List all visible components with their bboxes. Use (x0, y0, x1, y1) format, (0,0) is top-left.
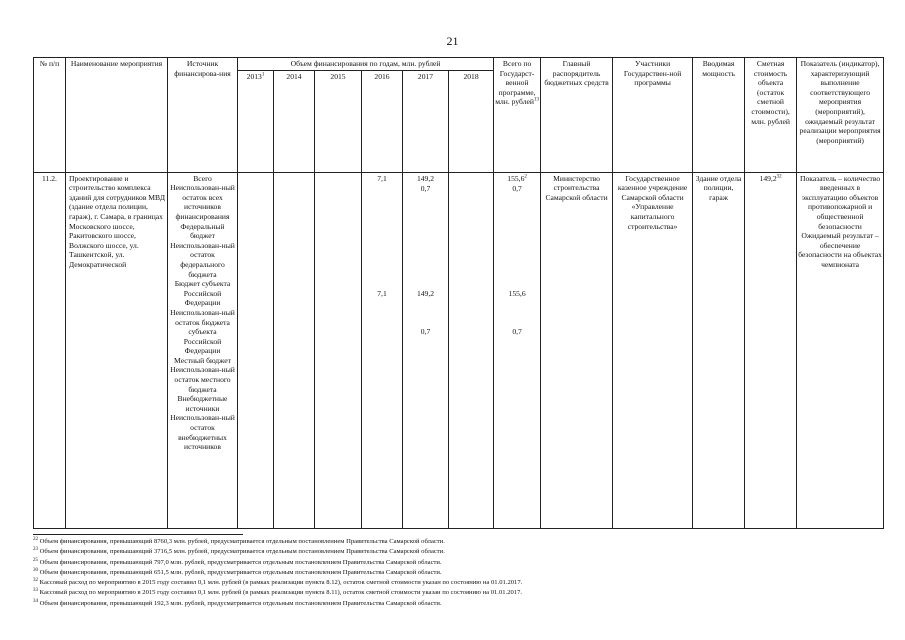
table-row (34, 172, 884, 528)
value-2017-regional: 149,2 (416, 288, 435, 298)
value-total-unused-all: 0,7 (512, 183, 522, 193)
source-item: Неиспользован-ный остаток местного бюджета (170, 365, 235, 394)
value-2017-unused-all: 0,7 (420, 183, 431, 193)
footnotes (33, 534, 883, 609)
source-item: Неиспользован-ный остаток всех источников финансирования (170, 183, 235, 221)
footnote: $^{32}$ Кассовый расход по мероприятию в 2015 году составил 0,1 млн. рублей (в рамках реализации пункта 8.12), остаток сметной стоимости указан по состоянию на 01.01.2017. (33, 578, 523, 587)
row-sources (168, 172, 238, 528)
value-total-all: 155,6$^2$ (507, 173, 527, 183)
header-name: Наименование мероприятия (66, 58, 168, 173)
footnote: $^{34}$ Объем финансирования, превышающий 192,3 млн. рублей, предусматривается отдельным постановлением Правительства Самарской области. (33, 598, 442, 607)
row-indicator: Показатель – количество введенных в эксплуатацию объектов противопожарной и общественной безопасности Ожидаемый результат – обеспечение безопасности на объектах чемпионата (797, 172, 884, 528)
header-year-2014: 2014 (274, 70, 315, 172)
header-year-2018: 2018 (449, 70, 494, 172)
source-item: Всего (193, 173, 212, 183)
footnote: $^{30}$ Объем финансирования, превышающий 651,5 млн. рублей, предусматривается отдельным постановлением Правительства Самарской области. (33, 567, 442, 576)
source-item: Внебюджетные источники (177, 394, 228, 413)
header-source: Источник финансирова-ния (168, 58, 238, 173)
source-item: Неиспользован-ный остаток бюджета субъекта Российской Федерации (170, 307, 235, 356)
row-2013 (238, 172, 274, 528)
header-participants: Участники Государствен-ной программы (613, 58, 693, 173)
value-2017-total: 149,2 (416, 173, 435, 183)
footnote-divider (33, 534, 243, 535)
footnote: $^{23}$ Объем финансирования, превышающий 3716,5 млн. рублей, предусматривается отдельным постановлением Правительства Самарской области. (33, 547, 445, 556)
row-estimated-cost: 149,2$^{32}$ (745, 172, 797, 528)
header-total: Всего по Государст-венной программе, млн. рублей$^{13}$ (494, 58, 541, 173)
row-num: 11.2. (34, 172, 66, 528)
row-participants: Государственное казенное учреждение Самарской области «Управление капитального строительства» (613, 172, 693, 528)
footnote: $^{25}$ Объем финансирования, превышающий 797,0 млн. рублей, предусматривается отдельным постановлением Правительства Самарской области. (33, 557, 442, 566)
value-total-unused-regional: 0,7 (512, 326, 522, 336)
row-2016 (362, 172, 403, 528)
row-name: Проектирование и строительство комплекса зданий для сотрудников МВД (здание отдела полиции, гараж), г. Самара, в границах Московского шоссе, Ракитовского шоссе, Волжского шоссе, ул. Ташкентской, ул. Демократической (66, 172, 168, 528)
header-year-2015: 2015 (315, 70, 362, 172)
source-item: Бюджет субъекта Российской Федерации (174, 279, 231, 308)
header-num: № п/п (34, 58, 66, 173)
source-item: Федеральный бюджет (180, 221, 225, 241)
header-funding-group: Объем финансирования по годам, млн. рублей (238, 58, 494, 71)
row-2015 (315, 172, 362, 528)
value-2016-total: 7,1 (377, 173, 387, 183)
header-indicator: Показатель (индикатор), характеризующий выполнение соответствующего мероприятия (мероприятий), ожидаемый результат реализации мероприятия (мероприятий) (797, 58, 884, 173)
funding-table (33, 57, 884, 529)
value-total-regional: 155,6 (508, 288, 526, 298)
row-2014 (274, 172, 315, 528)
source-item: Неиспользован-ный остаток федерального бюджета (170, 240, 235, 279)
header-year-2013: 2013$^1$ (238, 70, 274, 172)
row-total (494, 172, 541, 528)
footnote: $^{33}$ Кассовый расход по мероприятию в 2015 году составил 0,1 млн. рублей (в рамках реализации пункта 8.11), остаток сметной стоимости указан по состоянию на 01.01.2017. (33, 588, 523, 597)
header-capacity: Вводимая мощность (693, 58, 745, 173)
row-2017 (403, 172, 449, 528)
header-estimated-cost: Сметная стоимость объекта (остаток сметной стоимости), млн. рублей (745, 58, 797, 173)
value-2017-unused-regional: 0,7 (420, 326, 431, 336)
row-capacity: Здание отдела полиции, гараж (693, 172, 745, 528)
source-item: Местный бюджет (174, 355, 231, 365)
row-2018 (449, 172, 494, 528)
page-number: 21 (446, 34, 459, 48)
row-manager: Министерство строительства Самарской области (541, 172, 613, 528)
header-manager: Главный распорядитель бюджетных средств (541, 58, 613, 173)
source-item: Неиспользован-ный остаток внебюджетных источников (170, 413, 235, 452)
value-2016-regional: 7,1 (377, 288, 387, 298)
header-year-2016: 2016 (362, 70, 403, 172)
footnote: $^{22}$ Объем финансирования, превышающий 8760,3 млн. рублей, предусматривается отдельным постановлением Правительства Самарской области. (33, 536, 445, 545)
header-year-2017: 2017 (403, 70, 449, 172)
